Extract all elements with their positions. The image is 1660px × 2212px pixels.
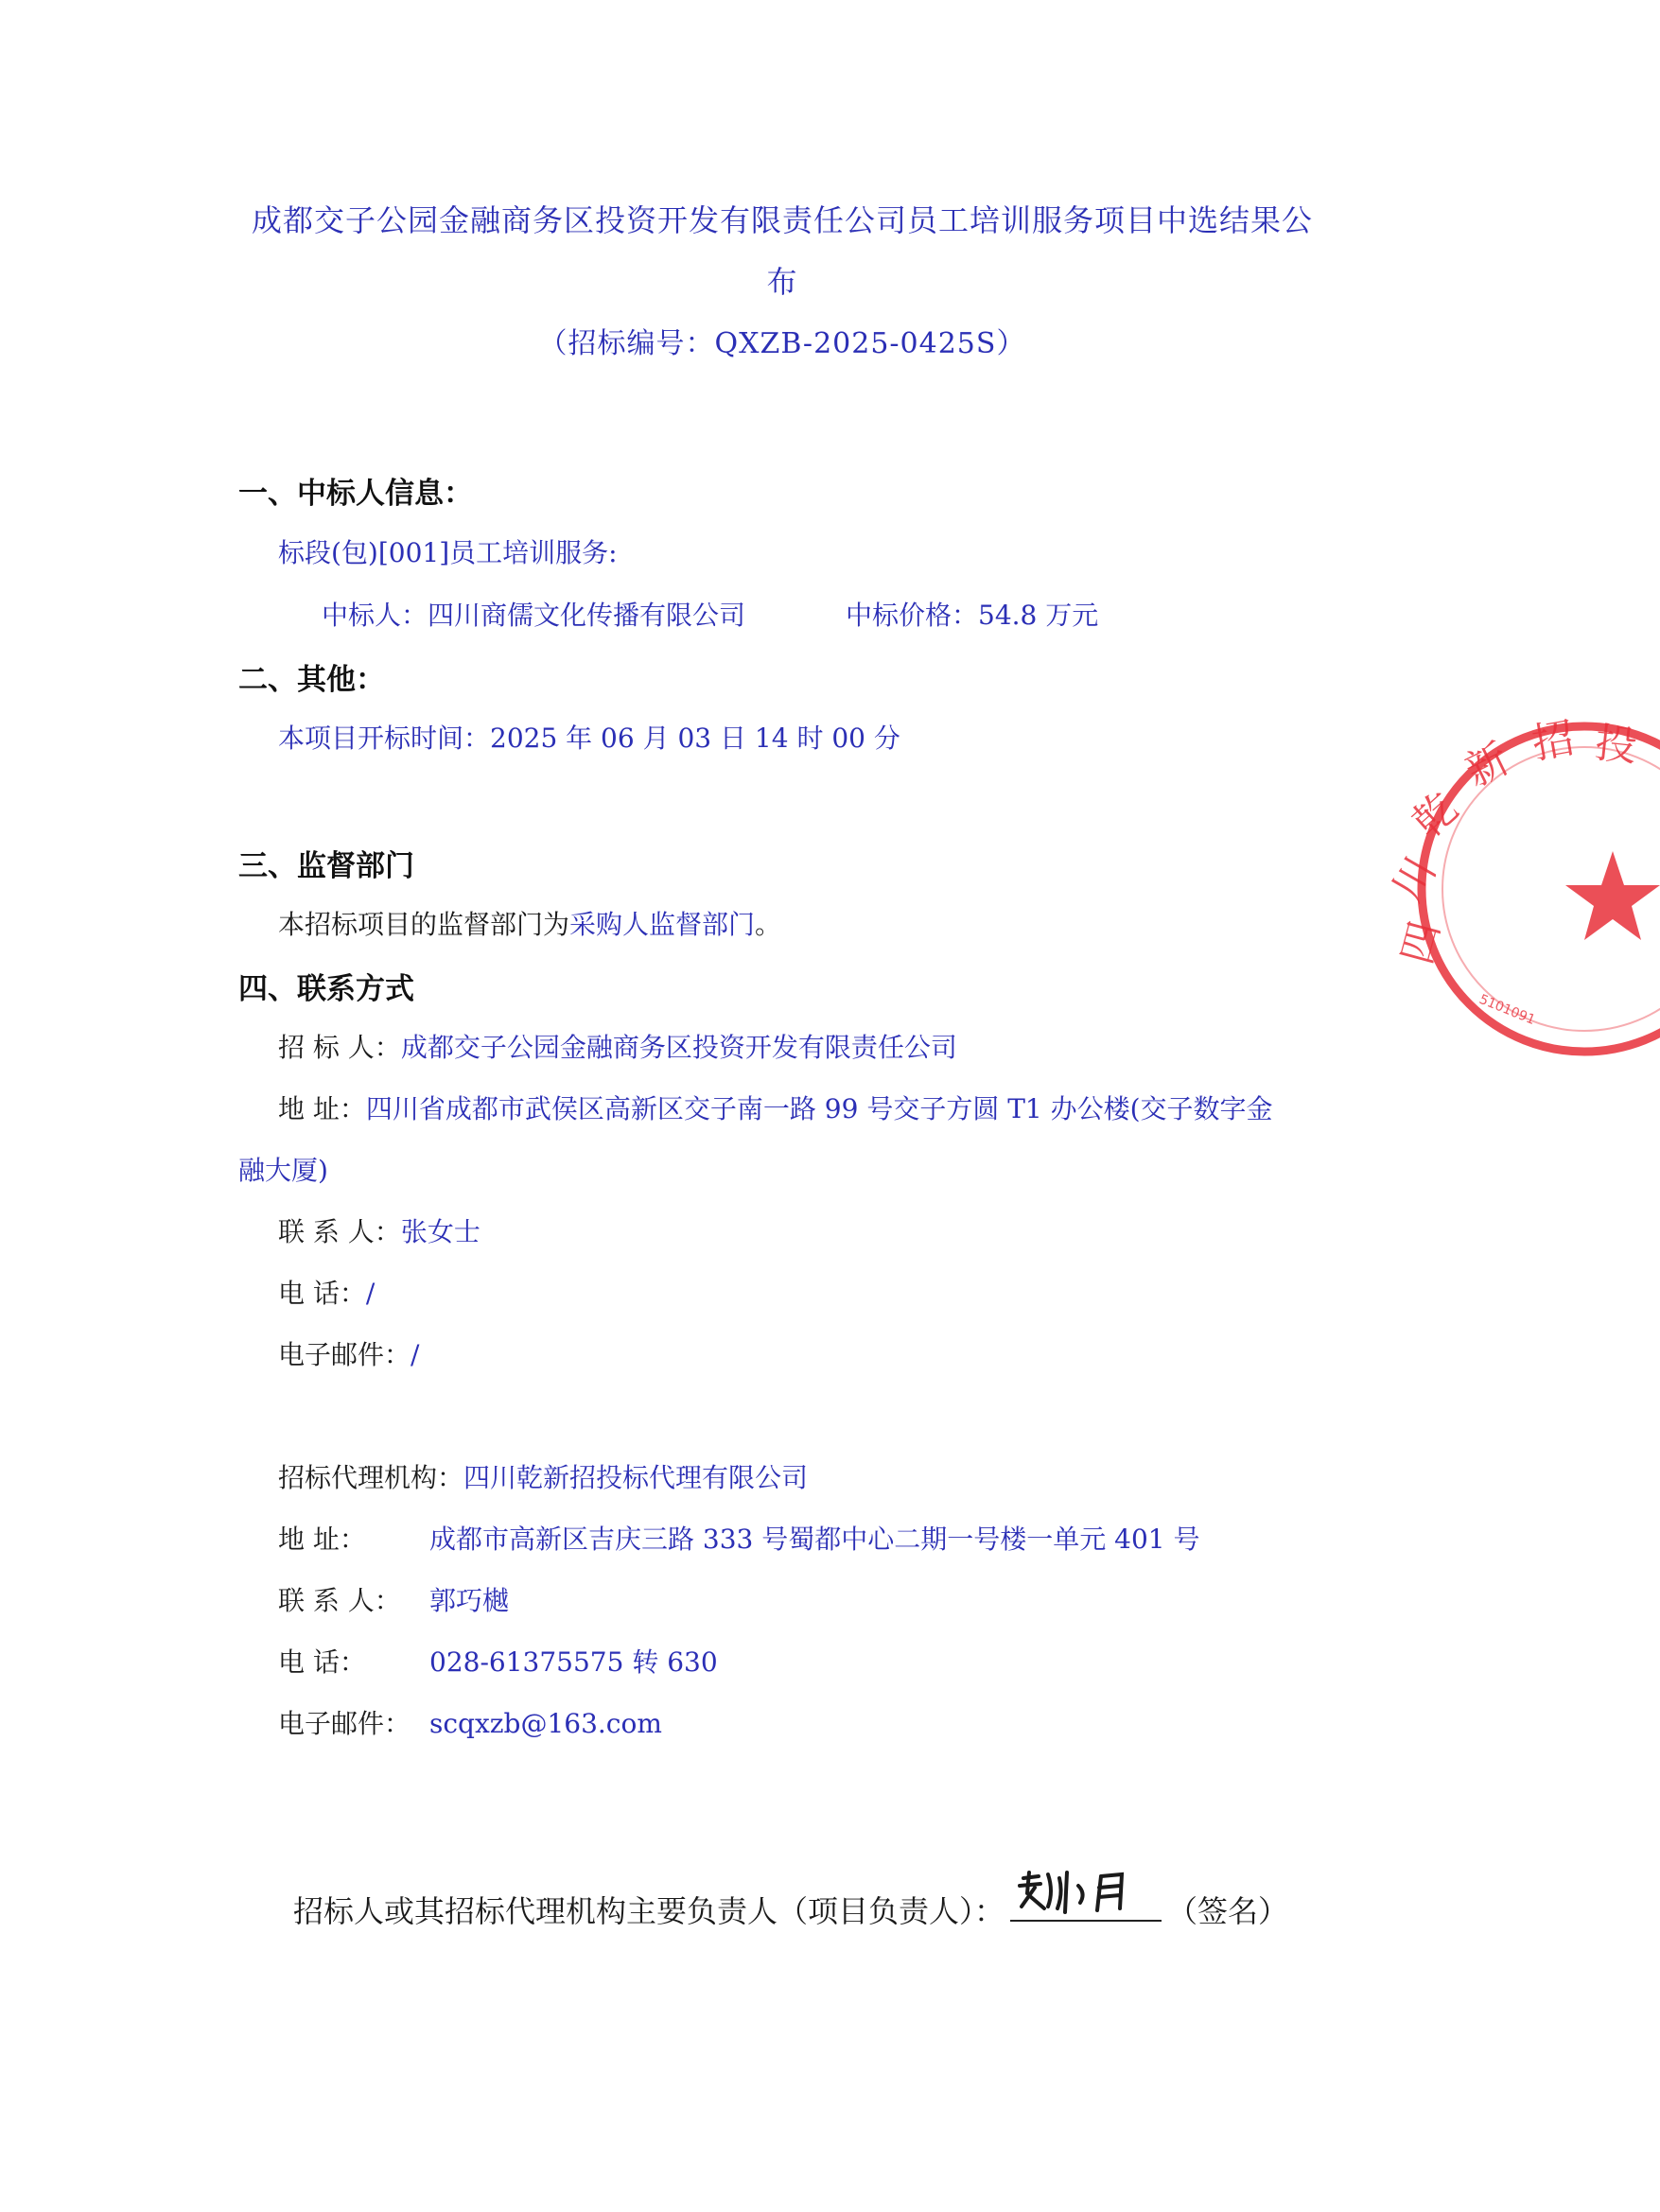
- price-row: [846, 595, 1098, 633]
- agency-address-label: 地 址：: [278, 1524, 366, 1555]
- section1-heading: 一、中标人信息：: [238, 477, 473, 511]
- agency-contact-value: 郭巧樾: [429, 1585, 510, 1616]
- address-line2: 融大厦): [238, 1155, 328, 1186]
- svg-text:新: 新: [1458, 734, 1517, 796]
- tenderer-row: [278, 1027, 957, 1065]
- agency-email-row: [278, 1703, 662, 1741]
- svg-text:投: 投: [1592, 719, 1639, 772]
- handwritten-signature-icon: [1010, 1865, 1162, 1918]
- agency-phone-row: [278, 1642, 718, 1680]
- svg-text:5101091: 5101091: [1477, 991, 1538, 1029]
- phone-value: /: [365, 1278, 376, 1309]
- address-label: 地 址：: [278, 1093, 366, 1124]
- svg-text:乾: 乾: [1404, 783, 1468, 848]
- agency-phone-value: 028-61375575 转 630: [429, 1646, 718, 1678]
- address-line1: 四川省成都市武侯区高新区交子南一路 99 号交子方圆 T1 办公楼(交子数字金: [365, 1093, 1273, 1124]
- agency-row: [278, 1457, 808, 1495]
- supervision-dept: 采购人监督部门: [569, 909, 756, 940]
- winner-row: [322, 595, 745, 633]
- phone-row: [278, 1273, 375, 1311]
- svg-text:四: 四: [1392, 916, 1451, 969]
- signature-handwriting: [1010, 1882, 1162, 1922]
- phone-label: 电 话：: [278, 1278, 366, 1309]
- tenderer-label: 招 标 人：: [278, 1032, 401, 1063]
- document-title-line2: 布: [766, 264, 798, 300]
- contact-value: 张女士: [400, 1216, 481, 1247]
- agency-contact-row: [278, 1580, 509, 1618]
- lot-name: 标段(包)[001]员工培训服务:: [278, 537, 618, 568]
- email-value: /: [411, 1339, 420, 1370]
- contact-row: [278, 1211, 481, 1249]
- agency-value: 四川乾新招投标代理有限公司: [463, 1462, 809, 1493]
- winner-label: 中标人：: [322, 600, 428, 631]
- supervision-text: [278, 904, 781, 942]
- section3-heading: 三、监督部门: [238, 849, 414, 883]
- supervision-suffix: 。: [755, 909, 782, 940]
- agency-label: 招标代理机构：: [278, 1462, 464, 1493]
- bid-open-time: 本项目开标时间：2025 年 06 月 03 日 14 时 00 分: [278, 723, 900, 754]
- email-label: 电子邮件：: [278, 1339, 411, 1370]
- svg-text:川: 川: [1383, 848, 1446, 910]
- signature-suffix: （签名）: [1167, 1893, 1289, 1929]
- agency-phone-label: 电 话：: [278, 1646, 366, 1678]
- signature-row: [293, 1882, 1288, 1931]
- winner-name: 四川商儒文化传播有限公司: [428, 600, 746, 631]
- section4-heading: 四、联系方式: [238, 972, 414, 1006]
- document-title-line1: 成都交子公园金融商务区投资开发有限责任公司员工培训服务项目中选结果公: [251, 202, 1313, 238]
- agency-address-value: 成都市高新区吉庆三路 333 号蜀都中心二期一号楼一单元 401 号: [429, 1524, 1200, 1555]
- contact-label: 联 系 人：: [278, 1216, 401, 1247]
- section2-heading: 二、其他：: [238, 663, 385, 697]
- company-seal-icon: [1383, 713, 1660, 1059]
- email-row: [278, 1334, 419, 1372]
- bid-number: （招标编号：QXZB-2025-0425S）: [538, 327, 1026, 360]
- tenderer-value: 成都交子公园金融商务区投资开发有限责任公司: [400, 1032, 957, 1063]
- agency-email-label: 电子邮件：: [278, 1708, 411, 1739]
- signature-label: 招标人或其招标代理机构主要负责人（项目负责人）：: [293, 1893, 1005, 1929]
- price-value: 54.8 万元: [978, 600, 1099, 631]
- agency-address-row: [278, 1519, 1200, 1557]
- price-label: 中标价格：: [846, 600, 979, 631]
- supervision-prefix: 本招标项目的监督部门为: [278, 909, 570, 940]
- agency-contact-label: 联 系 人：: [278, 1585, 401, 1616]
- agency-email-value: scqxzb@163.com: [429, 1708, 662, 1739]
- address-row: [278, 1089, 1273, 1126]
- svg-text:招: 招: [1529, 713, 1579, 769]
